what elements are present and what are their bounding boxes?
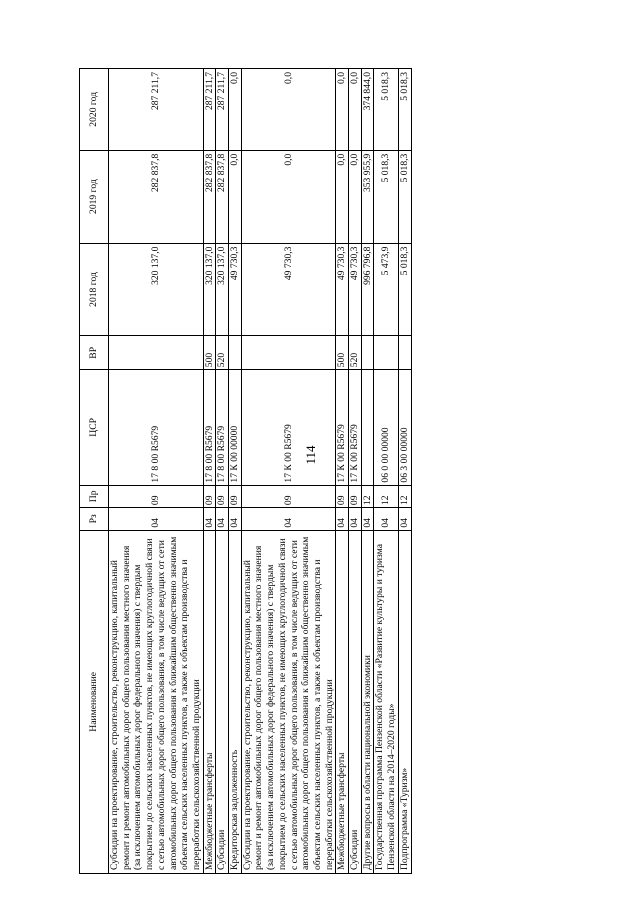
table-row (336, 69, 349, 874)
cell-2019: 282 837,8 (109, 150, 204, 243)
cell-csr: 17 К 00 R5679 (349, 370, 362, 485)
cell-2020: 287 211,7 (109, 69, 204, 151)
cell-pr: 12 (374, 485, 398, 508)
cell-2020: 0,0 (229, 69, 242, 151)
cell-rz: 04 (336, 508, 349, 531)
cell-2019: 0,0 (336, 150, 349, 243)
table-row (374, 69, 398, 874)
table-row (398, 69, 411, 874)
cell-2019: 0,0 (349, 150, 362, 243)
cell-rz: 04 (216, 508, 229, 531)
table-row (203, 69, 216, 874)
cell-rz: 04 (203, 508, 216, 531)
cell-2020: 287 211,7 (203, 69, 216, 151)
cell-2018: 320 137,0 (216, 243, 229, 336)
cell-pr: 09 (349, 485, 362, 508)
cell-2020: 287 211,7 (216, 69, 229, 151)
cell-2018: 49 730,3 (336, 243, 349, 336)
cell-pr: 09 (203, 485, 216, 508)
cell-2020: 5 018,3 (398, 69, 411, 151)
header-name: Наименование (80, 530, 109, 873)
cell-vr (229, 336, 242, 370)
cell-2018: 320 137,0 (109, 243, 204, 336)
cell-name: Субсидии на проектирование, строительство, реконструкцию, капитальный ремонт и ремонт автомобильных дорог общего пользования местного значения (за исключением автомобильных дорог федерального значения) с твердым покрытием до сельских населенных пунктов, не имеющих круглогодичной связи с сетью автомобильных дорог общего пользования, в том числе ведущих от сети автомобильных дорог общего пользования к ближайшим общественно значимым объектам сельских населенных пунктов, а также к объектам производства и переработки сельскохозяйственной продукции (109, 530, 204, 873)
cell-vr: 520 (216, 336, 229, 370)
header-2018: 2018 год (80, 243, 109, 336)
cell-rz: 04 (229, 508, 242, 531)
cell-2018: 320 137,0 (203, 243, 216, 336)
table-row (216, 69, 229, 874)
cell-vr (109, 336, 204, 370)
budget-table (79, 68, 412, 874)
cell-name: Другие вопросы в области национальной экономики (361, 530, 374, 873)
cell-2018: 49 730,3 (349, 243, 362, 336)
cell-2020: 374 844,0 (361, 69, 374, 151)
header-2020: 2020 год (80, 69, 109, 151)
cell-2020: 0,0 (336, 69, 349, 151)
table-header-row (80, 69, 109, 874)
cell-pr: 09 (336, 485, 349, 508)
cell-name: Субсидии (216, 530, 229, 873)
cell-pr: 12 (398, 485, 411, 508)
cell-vr (374, 336, 398, 370)
cell-rz: 04 (109, 508, 204, 531)
cell-csr: 17 К 00 R5679 (336, 370, 349, 485)
cell-vr (398, 336, 411, 370)
cell-name: Подпрограмма «Туризм» (398, 530, 411, 873)
cell-pr: 09 (241, 485, 336, 508)
cell-2019: 5 018,3 (374, 150, 398, 243)
cell-vr (361, 336, 374, 370)
cell-2020: 0,0 (349, 69, 362, 151)
cell-rz: 04 (241, 508, 336, 531)
cell-vr (241, 336, 336, 370)
rotated-table-area (79, 68, 582, 874)
cell-csr: 17 8 00 R5679 (203, 370, 216, 485)
cell-rz: 04 (374, 508, 398, 531)
cell-csr: 17 К 00 00000 (229, 370, 242, 485)
cell-name: Субсидии (349, 530, 362, 873)
header-vr: ВР (80, 336, 109, 370)
cell-vr: 520 (349, 336, 362, 370)
header-rz: Рз (80, 508, 109, 531)
cell-name: Межбюджетные трансферты (336, 530, 349, 873)
cell-csr: 06 0 00 00000 (374, 370, 398, 485)
cell-csr: 06 3 00 00000 (398, 370, 411, 485)
table-row (349, 69, 362, 874)
header-2019: 2019 год (80, 150, 109, 243)
cell-2018: 996 796,8 (361, 243, 374, 336)
cell-2019: 0,0 (241, 150, 336, 243)
cell-2019: 353 955,9 (361, 150, 374, 243)
table-body (109, 69, 412, 874)
table-row (229, 69, 242, 874)
cell-2019: 0,0 (229, 150, 242, 243)
cell-pr: 09 (229, 485, 242, 508)
table-wrapper (79, 68, 582, 874)
cell-name: Кредиторская задолженность (229, 530, 242, 873)
cell-2018: 49 730,3 (229, 243, 242, 336)
cell-2018: 5 018,3 (398, 243, 411, 336)
cell-rz: 04 (361, 508, 374, 531)
cell-name: Межбюджетные трансферты (203, 530, 216, 873)
cell-name: Субсидии на проектирование, строительство, реконструкцию, капитальный ремонт и ремонт автомобильных дорог общего пользования местного значения (за исключением автомобильных дорог федерального значения) с твердым покрытием до сельских населенных пунктов, не имеющих круглогодичной связи с сетью автомобильных дорог общего пользования, в том числе ведущих от сети автомобильных дорог общего пользования к ближайшим общественно значимым объектам сельских населенных пунктов, а также к объектам производства и переработки сельскохозяйственной продукции (241, 530, 336, 873)
cell-2019: 282 837,8 (203, 150, 216, 243)
table-row (361, 69, 374, 874)
cell-pr: 12 (361, 485, 374, 508)
cell-vr: 500 (336, 336, 349, 370)
cell-rz: 04 (398, 508, 411, 531)
cell-2020: 5 018,3 (374, 69, 398, 151)
cell-2019: 5 018,3 (398, 150, 411, 243)
cell-2019: 282 837,8 (216, 150, 229, 243)
table-row (241, 69, 336, 874)
cell-rz: 04 (349, 508, 362, 531)
table-row (109, 69, 204, 874)
cell-name: Государственная программа Пензенской области «Развитие культуры и туризма Пензенской области на 2014–2020 годы» (374, 530, 398, 873)
cell-2018: 5 473,9 (374, 243, 398, 336)
cell-2018: 49 730,3 (241, 243, 336, 336)
header-pr: Пр (80, 485, 109, 508)
cell-vr: 500 (203, 336, 216, 370)
header-csr: ЦСР (80, 370, 109, 485)
cell-csr: 17 8 00 R5679 (109, 370, 204, 485)
page-number: 114 (303, 445, 318, 465)
cell-pr: 09 (216, 485, 229, 508)
cell-csr: 17 К 00 R5679 (241, 370, 336, 485)
cell-2020: 0,0 (241, 69, 336, 151)
cell-csr (361, 370, 374, 485)
cell-csr: 17 8 00 R5679 (216, 370, 229, 485)
cell-pr: 09 (109, 485, 204, 508)
